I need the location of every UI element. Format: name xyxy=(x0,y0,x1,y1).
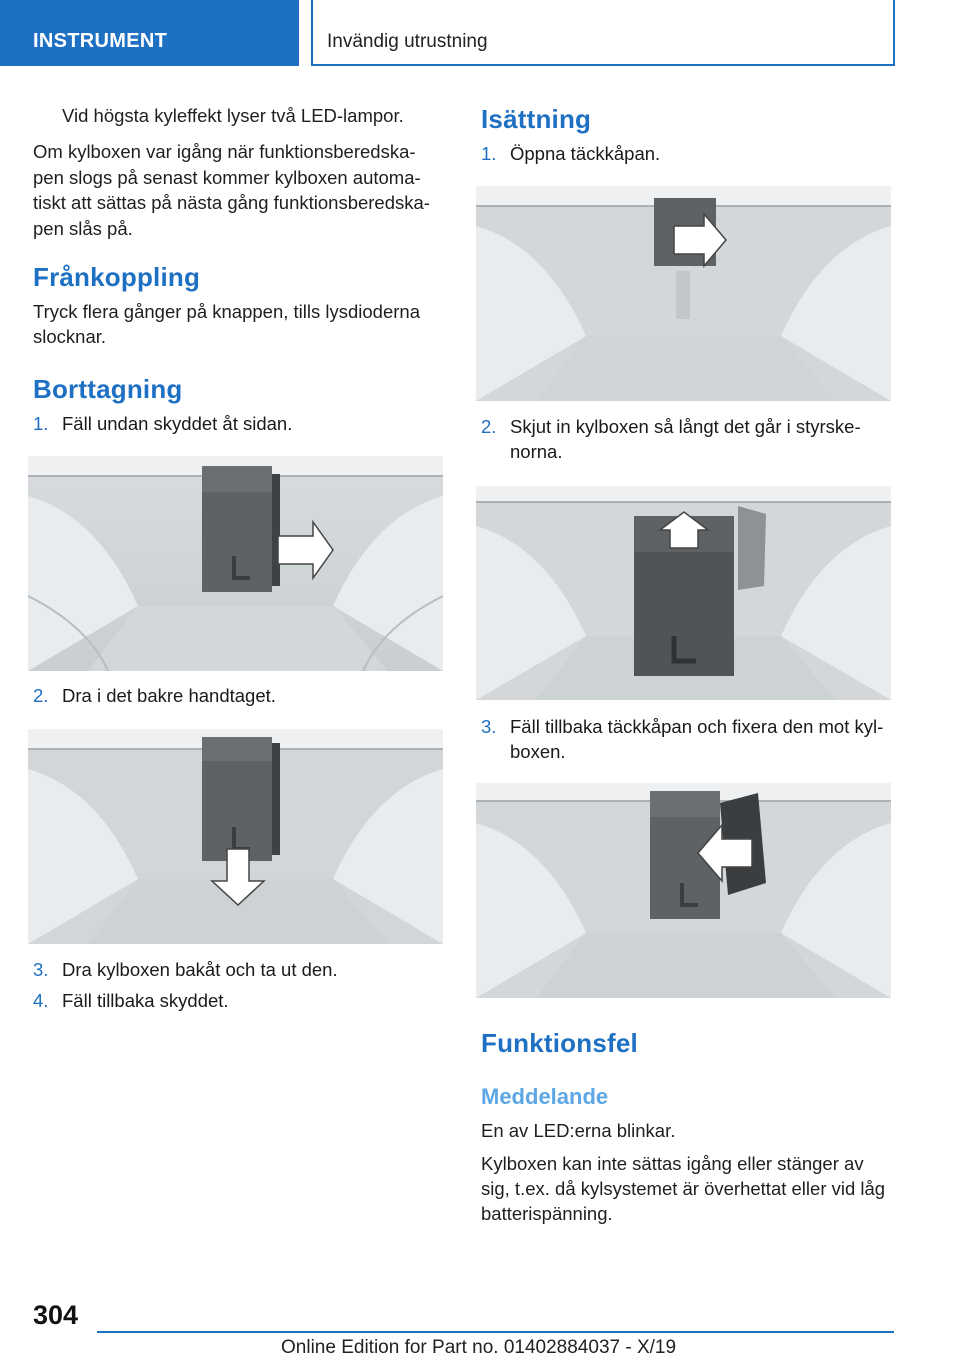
step-text: Dra i det bakre handtaget. xyxy=(62,685,276,706)
step-number: 2. xyxy=(33,685,49,706)
funktionsfel-line-2: sig, t.ex. då kylsystemet är överhettat eller vid låg xyxy=(481,1178,886,1199)
heading-meddelande: Meddelande xyxy=(481,1084,609,1109)
para-line-4: pen slås på. xyxy=(33,218,133,239)
heading-isattning: Isättning xyxy=(481,104,592,134)
figure-fold-cover-aside xyxy=(28,456,443,671)
step-text: Fäll undan skyddet åt sidan. xyxy=(62,413,293,434)
heading-funktionsfel: Funktionsfel xyxy=(481,1028,638,1058)
heading-borttagning: Borttagning xyxy=(33,374,183,404)
step-text: Dra kylboxen bakåt och ta ut den. xyxy=(62,959,338,980)
figure-open-cover xyxy=(476,186,891,401)
footer-rule xyxy=(97,1331,894,1333)
meddelande-line: En av LED:erna blinkar. xyxy=(481,1120,676,1141)
frankoppling-line-2: slocknar. xyxy=(33,326,107,347)
step-text-line-1: Fäll tillbaka täckkåpan och fixera den mot kyl- xyxy=(510,716,884,737)
figure-slide-in-box xyxy=(476,486,891,700)
para-line-3: tiskt att sättas på nästa gång funktionsberedska- xyxy=(33,192,430,213)
step-number: 3. xyxy=(481,716,497,737)
step-text: Fäll tillbaka skyddet. xyxy=(62,990,229,1011)
figure-close-cover xyxy=(476,783,891,998)
funktionsfel-line-3: batterispänning. xyxy=(481,1203,613,1224)
funktionsfel-line-1: Kylboxen kan inte sättas igång eller stänger av xyxy=(481,1153,864,1174)
step-text-line-1: Skjut in kylboxen så långt det går i styrske- xyxy=(510,416,861,437)
chapter-tab xyxy=(311,0,895,66)
page-number: 304 xyxy=(33,1300,79,1330)
section-tab xyxy=(0,0,299,66)
section-title: INSTRUMENT xyxy=(33,30,168,52)
para-line-1: Om kylboxen var igång när funktionsberedska- xyxy=(33,141,416,162)
heading-frankoppling: Frånkoppling xyxy=(33,262,201,292)
step-number: 2. xyxy=(481,416,497,437)
edition-info: Online Edition for Part no. 01402884037 - X/19 xyxy=(281,1337,677,1358)
step-number: 4. xyxy=(33,990,49,1011)
step-text-line-2: boxen. xyxy=(510,741,566,762)
step-number: 3. xyxy=(33,959,49,980)
para-line-2: pen slogs på senast kommer kylboxen automa- xyxy=(33,167,421,188)
frankoppling-line-1: Tryck flera gånger på knappen, tills lysdioderna xyxy=(33,301,420,322)
chapter-title: Invändig utrustning xyxy=(327,31,488,52)
figure-pull-handle xyxy=(28,729,443,944)
intro-line: Vid högsta kyleffekt lyser två LED-lampor. xyxy=(62,105,404,126)
step-number: 1. xyxy=(33,413,49,434)
step-text-line-2: norna. xyxy=(510,441,563,462)
step-number: 1. xyxy=(481,143,497,164)
step-text: Öppna täckkåpan. xyxy=(510,143,661,164)
